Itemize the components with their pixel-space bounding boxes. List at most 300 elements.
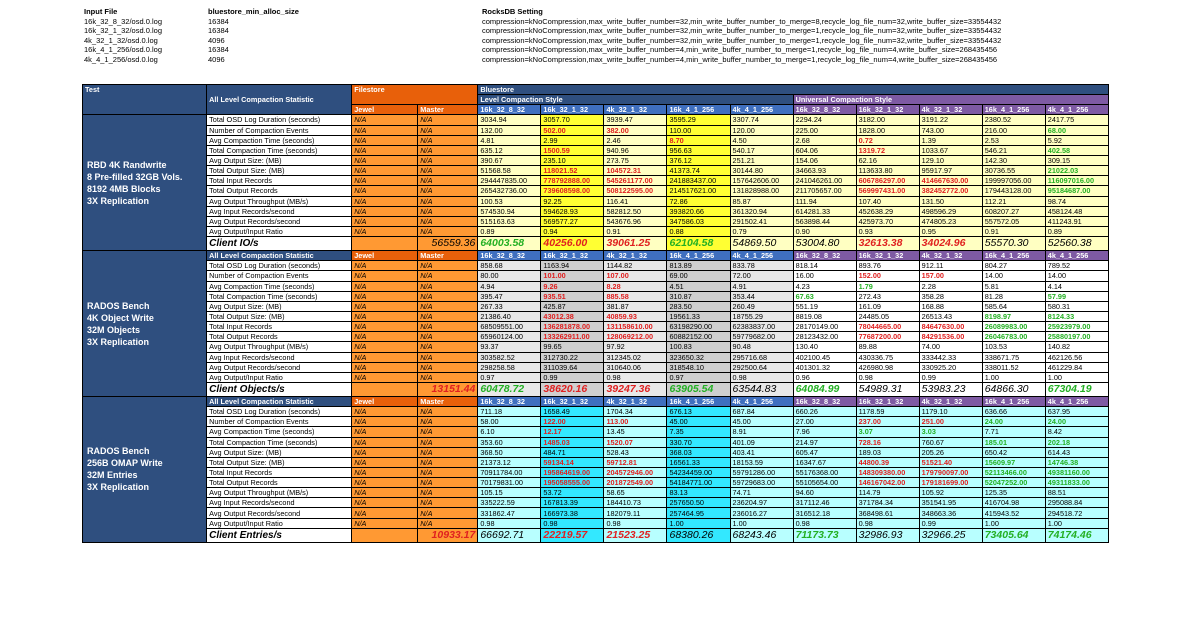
master-value: N/A xyxy=(418,186,478,196)
universal-value: 414667630.00 xyxy=(919,176,982,186)
level-value: 1163.94 xyxy=(541,261,604,271)
universal-client-value: 55570.30 xyxy=(982,237,1045,251)
master-header-0: Master xyxy=(418,105,478,115)
level-value: 90.48 xyxy=(730,342,793,352)
section-title-2 xyxy=(83,396,207,542)
level-value: 353.60 xyxy=(478,437,541,447)
universal-value: 8.42 xyxy=(1045,427,1108,437)
level-value: 484.71 xyxy=(541,447,604,457)
level-client-value: 22219.57 xyxy=(541,528,604,542)
universal-value: 68.00 xyxy=(1045,125,1108,135)
universal-value: 49381160.00 xyxy=(1045,467,1108,477)
universal-value: 1.00 xyxy=(1045,518,1108,528)
master-value: N/A xyxy=(418,176,478,186)
universal-value: 44800.39 xyxy=(856,457,919,467)
header-setting-4: compression=kNoCompression,max_write_buffer_number=4,min_write_buffer_number_to_merge=1,recycle_log_file_num=4,write_buffer_size=268435456 xyxy=(482,55,998,64)
level-value: 241883437.00 xyxy=(667,176,730,186)
universal-value: 411243.91 xyxy=(1045,216,1108,226)
level-config-3: 16k_4_1_256 xyxy=(667,105,730,115)
level-style-header: Level Compaction Style xyxy=(478,95,793,105)
level-value: 833.78 xyxy=(730,261,793,271)
level-value: 318548.10 xyxy=(667,362,730,372)
universal-value: 28170149.00 xyxy=(793,322,856,332)
jewel-value: N/A xyxy=(352,135,418,145)
universal-value: 34663.93 xyxy=(793,166,856,176)
header-setting-2: compression=kNoCompression,max_write_buffer_number=32,min_write_buffer_number_to_merge=1,recycle_log_file_num=32,write_buffer_size=33554432 xyxy=(482,35,1002,45)
level-value: 393820.66 xyxy=(667,206,730,216)
universal-value: 371784.34 xyxy=(856,498,919,508)
universal-value: 199997056.00 xyxy=(982,176,1045,186)
level-value: 97.92 xyxy=(604,342,667,352)
universal-value: 95917.97 xyxy=(919,166,982,176)
level-value: 885.58 xyxy=(604,291,667,301)
universal-value: 94.60 xyxy=(793,488,856,498)
level-config-0: 16k_32_8_32 xyxy=(478,396,541,406)
universal-value: 30736.55 xyxy=(982,166,1045,176)
universal-value: 78044665.00 xyxy=(856,322,919,332)
universal-value: 660.26 xyxy=(793,407,856,417)
level-value: 105.15 xyxy=(478,488,541,498)
jewel-value: N/A xyxy=(352,186,418,196)
level-value: 935.51 xyxy=(541,291,604,301)
universal-client-value: 53983.23 xyxy=(919,382,982,396)
master-value: N/A xyxy=(418,342,478,352)
universal-value: 55176368.00 xyxy=(793,467,856,477)
level-value: 58.00 xyxy=(478,417,541,427)
universal-value: 2.68 xyxy=(793,135,856,145)
master-value: N/A xyxy=(418,427,478,437)
level-value: 395.47 xyxy=(478,291,541,301)
level-value: 195864619.00 xyxy=(541,467,604,477)
jewel-value: N/A xyxy=(352,518,418,528)
section-title-line: 8192 4MB Blocks xyxy=(87,183,161,194)
universal-value: 2.28 xyxy=(919,281,982,291)
metric-name: Total Output Records xyxy=(207,332,352,342)
level-value: 59779682.00 xyxy=(730,332,793,342)
level-value: 2.46 xyxy=(604,135,667,145)
level-value: 30144.80 xyxy=(730,166,793,176)
metric-name: Avg Output Records/second xyxy=(207,216,352,226)
jewel-value: N/A xyxy=(352,372,418,382)
metric-name: Avg Output Size: (MB) xyxy=(207,301,352,311)
master-value: N/A xyxy=(418,261,478,271)
level-value: 51568.58 xyxy=(478,166,541,176)
universal-value: 728.16 xyxy=(856,437,919,447)
level-value: 858.68 xyxy=(478,261,541,271)
jewel-value: N/A xyxy=(352,166,418,176)
header-alloc-1: 16384 xyxy=(208,26,229,36)
universal-value: 0.99 xyxy=(919,372,982,382)
universal-value: 16.00 xyxy=(793,271,856,281)
level-value: 182079.11 xyxy=(604,508,667,518)
universal-value: 77687200.00 xyxy=(856,332,919,342)
universal-client-value: 52560.38 xyxy=(1045,237,1108,251)
universal-value: 140.82 xyxy=(1045,342,1108,352)
universal-value: 0.96 xyxy=(793,372,856,382)
universal-value: 62.16 xyxy=(856,155,919,165)
level-value: 291502.41 xyxy=(730,216,793,226)
universal-value: 5.92 xyxy=(1045,135,1108,145)
level-value: 347586.03 xyxy=(667,216,730,226)
master-client: 56559.36 xyxy=(418,237,478,251)
universal-value: 14746.38 xyxy=(1045,457,1108,467)
universal-value: 557572.05 xyxy=(982,216,1045,226)
metric-name: Number of Compaction Events xyxy=(207,125,352,135)
level-value: 54184771.00 xyxy=(667,478,730,488)
level-value: 0.98 xyxy=(604,518,667,528)
section-title-line: RADOS Bench xyxy=(87,300,150,311)
universal-value: 111.94 xyxy=(793,196,856,206)
universal-value: 1.00 xyxy=(982,518,1045,528)
universal-value: 2417.75 xyxy=(1045,115,1108,125)
metric-name: Number of Compaction Events xyxy=(207,271,352,281)
jewel-value: N/A xyxy=(352,271,418,281)
universal-value: 107.40 xyxy=(856,196,919,206)
universal-value: 563898.44 xyxy=(793,216,856,226)
level-value: 54234459.00 xyxy=(667,467,730,477)
universal-value: 0.91 xyxy=(982,226,1045,236)
level-config-0: 16k_32_8_32 xyxy=(478,105,541,115)
universal-value: 26046783.00 xyxy=(982,332,1045,342)
level-value: 4.81 xyxy=(478,135,541,145)
universal-value: 105.92 xyxy=(919,488,982,498)
universal-value: 25923979.00 xyxy=(1045,322,1108,332)
universal-config-0: 16k_32_8_32 xyxy=(793,396,856,406)
jewel-value: N/A xyxy=(352,488,418,498)
universal-value: 0.98 xyxy=(856,518,919,528)
level-value: 1520.07 xyxy=(604,437,667,447)
universal-value: 1.00 xyxy=(1045,372,1108,382)
client-label: Client Objects/s xyxy=(207,382,352,396)
metric-name: Avg Compaction Time (seconds) xyxy=(207,281,352,291)
level-config-3: 16k_4_1_256 xyxy=(667,251,730,261)
level-value: 569577.27 xyxy=(541,216,604,226)
level-value: 74.71 xyxy=(730,488,793,498)
level-value: 676.13 xyxy=(667,407,730,417)
jewel-value: N/A xyxy=(352,115,418,125)
client-label: Client Entries/s xyxy=(207,528,352,542)
section-title-line: 3X Replication xyxy=(87,195,150,206)
level-value: 80.00 xyxy=(478,271,541,281)
level-value: 3307.74 xyxy=(730,115,793,125)
level-value: 131828988.00 xyxy=(730,186,793,196)
jewel-client xyxy=(352,528,418,542)
level-value: 540.17 xyxy=(730,145,793,155)
universal-client-value: 32613.38 xyxy=(856,237,919,251)
universal-value: 88.51 xyxy=(1045,488,1108,498)
metric-name: Total Compaction Time (seconds) xyxy=(207,437,352,447)
level-value: 528.43 xyxy=(604,447,667,457)
universal-value: 205.26 xyxy=(919,447,982,457)
level-value: 303582.52 xyxy=(478,352,541,362)
universal-value: 55105654.00 xyxy=(793,478,856,488)
level-value: 594628.93 xyxy=(541,206,604,216)
filestore-header: Filestore xyxy=(352,85,478,105)
universal-value: 426980.98 xyxy=(856,362,919,372)
universal-value: 25880197.00 xyxy=(1045,332,1108,342)
level-value: 330.70 xyxy=(667,437,730,447)
header-file-4: 4k_4_1_256/osd.0.log xyxy=(84,55,158,64)
master-value: N/A xyxy=(418,145,478,155)
level-value: 132.00 xyxy=(478,125,541,135)
universal-value: 14.00 xyxy=(1045,271,1108,281)
level-client-value: 68380.26 xyxy=(667,528,730,542)
jewel-header-2: Jewel xyxy=(352,396,418,406)
level-value: 0.99 xyxy=(541,372,604,382)
level-client-value: 54869.50 xyxy=(730,237,793,251)
universal-value: 1.79 xyxy=(856,281,919,291)
master-value: N/A xyxy=(418,518,478,528)
level-value: 68509551.00 xyxy=(478,322,541,332)
client-label: Client IO/s xyxy=(207,237,352,251)
header-alloc-3: 16384 xyxy=(208,45,229,55)
metric-name: Total OSD Log Duration (seconds) xyxy=(207,115,352,125)
level-config-4: 4k_4_1_256 xyxy=(730,396,793,406)
master-value: N/A xyxy=(418,301,478,311)
jewel-header-0: Jewel xyxy=(352,105,418,115)
level-value: 0.98 xyxy=(478,518,541,528)
universal-value: 21022.03 xyxy=(1045,166,1108,176)
header-file-2: 4k_32_1_32/osd.0.log xyxy=(84,35,158,45)
universal-value: 1.39 xyxy=(919,135,982,145)
universal-value: 818.14 xyxy=(793,261,856,271)
level-value: 368.03 xyxy=(667,447,730,457)
universal-value: 415943.52 xyxy=(982,508,1045,518)
level-value: 63198290.00 xyxy=(667,322,730,332)
level-value: 8.70 xyxy=(667,135,730,145)
universal-value: 161.09 xyxy=(856,301,919,311)
universal-value: 113633.80 xyxy=(856,166,919,176)
universal-value: 251.00 xyxy=(919,417,982,427)
level-value: 1500.59 xyxy=(541,145,604,155)
level-value: 99.65 xyxy=(541,342,604,352)
jewel-value: N/A xyxy=(352,176,418,186)
universal-value: 743.00 xyxy=(919,125,982,135)
universal-value: 189.03 xyxy=(856,447,919,457)
universal-value: 2.53 xyxy=(982,135,1045,145)
universal-value: 5.81 xyxy=(982,281,1045,291)
universal-config-2: 4k_32_1_32 xyxy=(919,396,982,406)
universal-value: 546.21 xyxy=(982,145,1045,155)
universal-value: 3.03 xyxy=(919,427,982,437)
metric-name: Total Compaction Time (seconds) xyxy=(207,145,352,155)
level-value: 43012.38 xyxy=(541,311,604,321)
level-config-1: 16k_32_1_32 xyxy=(541,396,604,406)
bluestore-header: Bluestore xyxy=(478,85,1109,95)
level-value: 100.83 xyxy=(667,342,730,352)
universal-value: 116097016.00 xyxy=(1045,176,1108,186)
jewel-value: N/A xyxy=(352,226,418,236)
section-title-line: 3X Replication xyxy=(87,482,150,493)
universal-value: 804.27 xyxy=(982,261,1045,271)
master-value: N/A xyxy=(418,155,478,165)
master-value: N/A xyxy=(418,488,478,498)
level-value: 69.00 xyxy=(667,271,730,281)
level-value: 72.86 xyxy=(667,196,730,206)
jewel-value: N/A xyxy=(352,125,418,135)
metric-name: Avg Output/Input Ratio xyxy=(207,518,352,528)
level-value: 0.97 xyxy=(667,372,730,382)
level-value: 12.17 xyxy=(541,427,604,437)
level-value: 70911784.00 xyxy=(478,467,541,477)
level-value: 1.00 xyxy=(667,518,730,528)
universal-client-value: 74174.46 xyxy=(1045,528,1108,542)
level-value: 0.79 xyxy=(730,226,793,236)
level-value: 545261177.00 xyxy=(604,176,667,186)
universal-value: 112.21 xyxy=(982,196,1045,206)
universal-value: 95184687.00 xyxy=(1045,186,1108,196)
universal-value: 430336.75 xyxy=(856,352,919,362)
jewel-value: N/A xyxy=(352,311,418,321)
universal-value: 1319.72 xyxy=(856,145,919,155)
level-value: 0.98 xyxy=(541,518,604,528)
universal-value: 0.98 xyxy=(856,372,919,382)
metric-name: Total Input Records xyxy=(207,322,352,332)
universal-value: 338671.75 xyxy=(982,352,1045,362)
level-value: 116.41 xyxy=(604,196,667,206)
level-value: 45.00 xyxy=(667,417,730,427)
universal-value: 27.00 xyxy=(793,417,856,427)
universal-value: 760.67 xyxy=(919,437,982,447)
stat-header: All Level Compaction Statistic xyxy=(207,85,352,115)
level-value: 167813.39 xyxy=(541,498,604,508)
universal-value: 52113466.00 xyxy=(982,467,1045,477)
level-value: 1658.49 xyxy=(541,407,604,417)
universal-value: 28123432.00 xyxy=(793,332,856,342)
universal-value: 1.00 xyxy=(982,372,1045,382)
section-title-line: 3X Replication xyxy=(87,336,150,347)
universal-client-value: 53004.80 xyxy=(793,237,856,251)
universal-value: 241046261.00 xyxy=(793,176,856,186)
level-value: 65960124.00 xyxy=(478,332,541,342)
metric-name: Avg Output Size: (MB) xyxy=(207,155,352,165)
universal-value: 26089983.00 xyxy=(982,322,1045,332)
level-value: 120.00 xyxy=(730,125,793,135)
level-value: 236016.27 xyxy=(730,508,793,518)
universal-client-value: 32986.93 xyxy=(856,528,919,542)
level-config-4: 4k_4_1_256 xyxy=(730,251,793,261)
level-value: 6.10 xyxy=(478,427,541,437)
universal-config-0: 16k_32_8_32 xyxy=(793,105,856,115)
level-value: 100.53 xyxy=(478,196,541,206)
level-value: 382.00 xyxy=(604,125,667,135)
jewel-value: N/A xyxy=(352,467,418,477)
level-value: 323650.32 xyxy=(667,352,730,362)
universal-value: 3.07 xyxy=(856,427,919,437)
level-value: 214517621.00 xyxy=(667,186,730,196)
level-value: 0.91 xyxy=(604,226,667,236)
level-value: 59712.81 xyxy=(604,457,667,467)
level-value: 0.88 xyxy=(667,226,730,236)
level-value: 257464.95 xyxy=(667,508,730,518)
universal-value: 148309380.00 xyxy=(856,467,919,477)
master-value: N/A xyxy=(418,322,478,332)
universal-value: 8819.08 xyxy=(793,311,856,321)
universal-config-1: 16k_32_1_32 xyxy=(856,105,919,115)
universal-client-value: 67304.19 xyxy=(1045,382,1108,396)
level-value: 59134.14 xyxy=(541,457,604,467)
universal-value: 179790097.00 xyxy=(919,467,982,477)
level-value: 543676.96 xyxy=(604,216,667,226)
jewel-value: N/A xyxy=(352,281,418,291)
level-value: 18153.59 xyxy=(730,457,793,467)
universal-value: 2294.24 xyxy=(793,115,856,125)
universal-config-3: 16k_4_1_256 xyxy=(982,396,1045,406)
level-value: 118021.52 xyxy=(541,166,604,176)
universal-value: 1178.59 xyxy=(856,407,919,417)
universal-value: 4.23 xyxy=(793,281,856,291)
master-value: N/A xyxy=(418,311,478,321)
universal-value: 425973.70 xyxy=(856,216,919,226)
universal-value: 295088.84 xyxy=(1045,498,1108,508)
level-value: 574530.94 xyxy=(478,206,541,216)
test-header: Test xyxy=(83,85,207,115)
universal-value: 333442.33 xyxy=(919,352,982,362)
metric-name: Total Output Size: (MB) xyxy=(207,311,352,321)
master-value: N/A xyxy=(418,478,478,488)
universal-value: 551.19 xyxy=(793,301,856,311)
universal-value: 416704.98 xyxy=(982,498,1045,508)
master-client: 13151.44 xyxy=(418,382,478,396)
level-value: 515163.63 xyxy=(478,216,541,226)
level-value: 13.45 xyxy=(604,427,667,437)
universal-value: 912.11 xyxy=(919,261,982,271)
master-value: N/A xyxy=(418,457,478,467)
header-file-0: 16k_32_8_32/osd.0.log xyxy=(84,16,162,26)
jewel-value: N/A xyxy=(352,196,418,206)
universal-value: 216.00 xyxy=(982,125,1045,135)
level-value: 687.84 xyxy=(730,407,793,417)
universal-config-0: 16k_32_8_32 xyxy=(793,251,856,261)
jewel-value: N/A xyxy=(352,145,418,155)
universal-client-value: 71173.73 xyxy=(793,528,856,542)
universal-config-4: 4k_4_1_256 xyxy=(1045,105,1108,115)
master-value: N/A xyxy=(418,467,478,477)
jewel-value: N/A xyxy=(352,427,418,437)
master-value: N/A xyxy=(418,226,478,236)
universal-value: 351541.95 xyxy=(919,498,982,508)
universal-config-3: 16k_4_1_256 xyxy=(982,105,1045,115)
level-value: 195058555.00 xyxy=(541,478,604,488)
level-value: 711.18 xyxy=(478,407,541,417)
level-value: 7.35 xyxy=(667,427,730,437)
universal-client-value: 34024.96 xyxy=(919,237,982,251)
universal-value: 402.58 xyxy=(1045,145,1108,155)
level-client-value: 62104.58 xyxy=(667,237,730,251)
level-value: 235.10 xyxy=(541,155,604,165)
universal-value: 402100.45 xyxy=(793,352,856,362)
metric-name: Total OSD Log Duration (seconds) xyxy=(207,261,352,271)
level-value: 376.12 xyxy=(667,155,730,165)
metric-name: Avg Compaction Time (seconds) xyxy=(207,135,352,145)
universal-value: 74.00 xyxy=(919,342,982,352)
jewel-value: N/A xyxy=(352,301,418,311)
master-header-1: Master xyxy=(418,251,478,261)
section-title-line: RADOS Bench xyxy=(87,446,150,457)
level-value: 294447835.00 xyxy=(478,176,541,186)
universal-value: 309.15 xyxy=(1045,155,1108,165)
universal-value: 316512.18 xyxy=(793,508,856,518)
level-value: 21386.40 xyxy=(478,311,541,321)
alloc-size-title: bluestore_min_alloc_size xyxy=(208,7,299,16)
master-value: N/A xyxy=(418,407,478,417)
universal-value: 789.52 xyxy=(1045,261,1108,271)
level-value: 956.63 xyxy=(667,145,730,155)
level-value: 92.25 xyxy=(541,196,604,206)
header-alloc-4: 4096 xyxy=(208,55,225,64)
universal-value: 98.74 xyxy=(1045,196,1108,206)
level-value: 312730.22 xyxy=(541,352,604,362)
